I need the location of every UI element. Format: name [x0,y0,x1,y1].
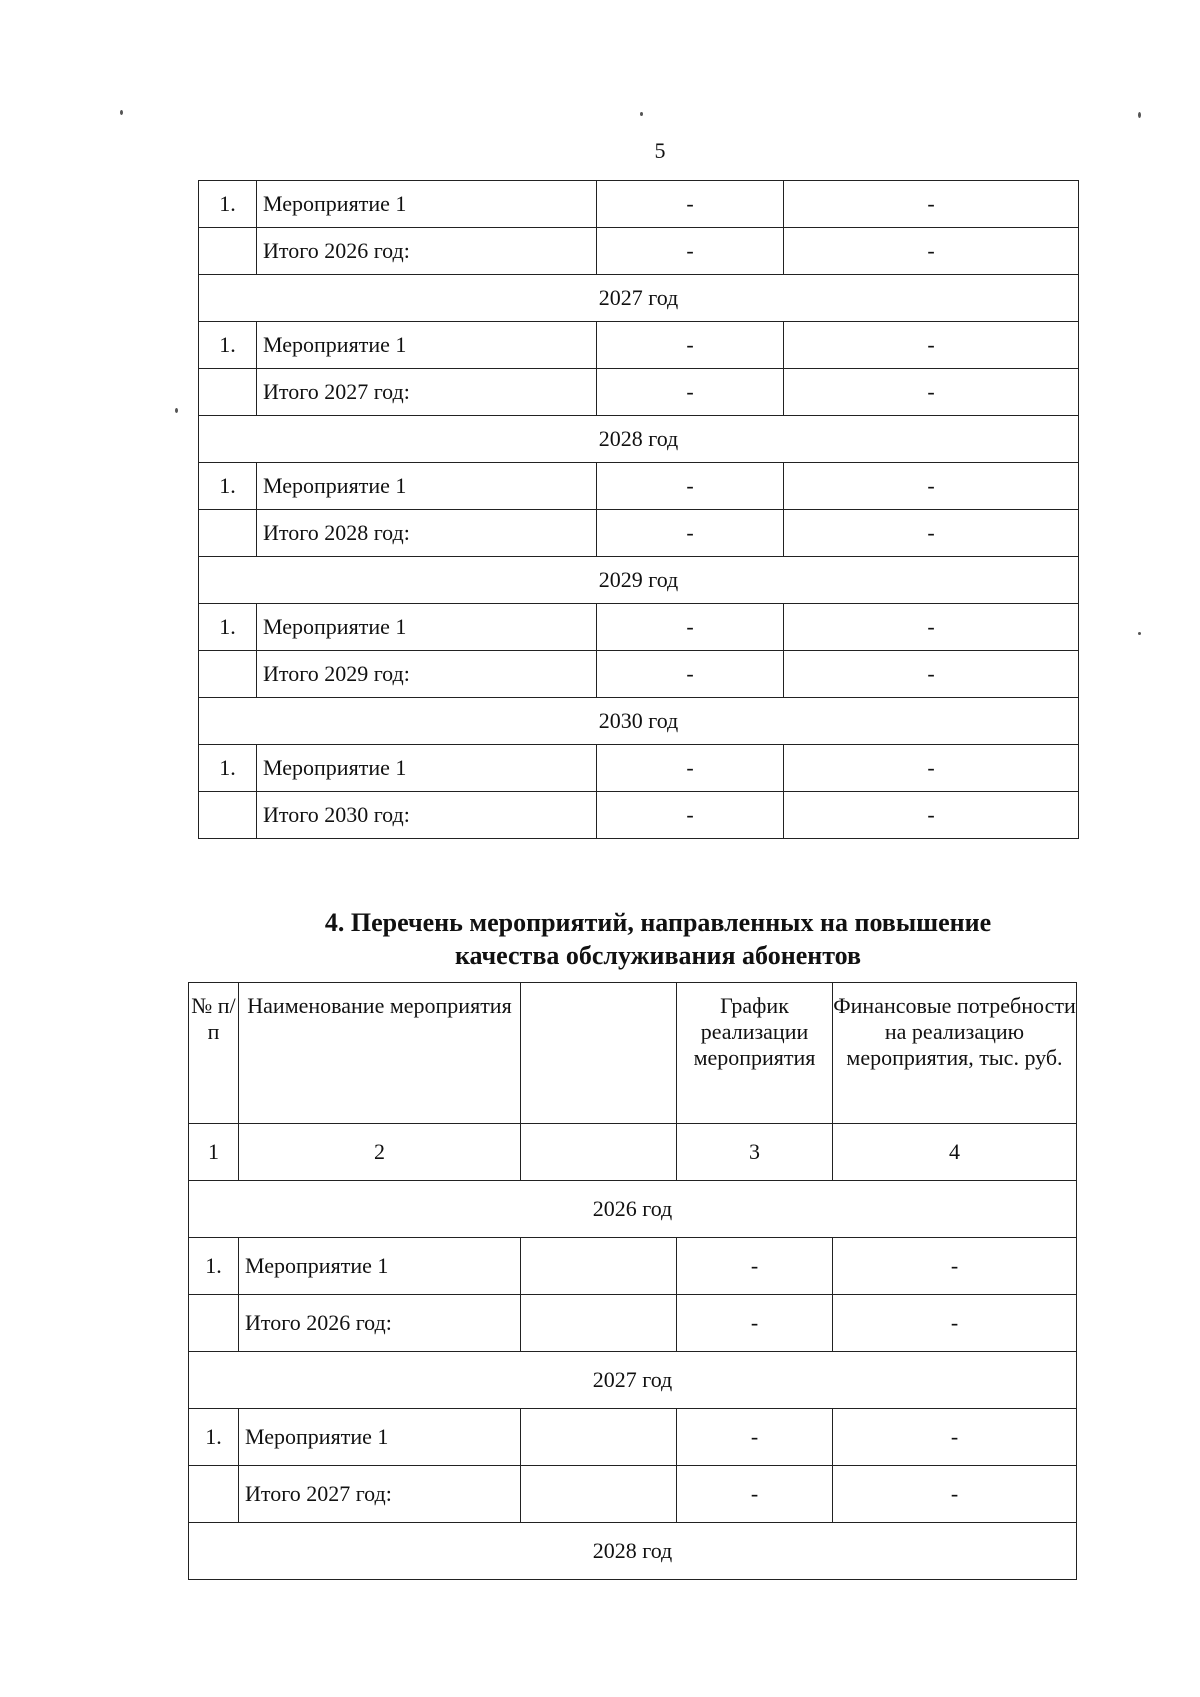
row-value-b: - [784,510,1079,557]
row-value-a: - [597,745,784,792]
table-row [199,463,1079,510]
row-name: Итого 2026 год: [257,228,597,275]
row-name: Мероприятие 1 [257,604,597,651]
row-value-a: - [597,369,784,416]
row-name: Мероприятие 1 [257,181,597,228]
table-row [199,181,1079,228]
year-heading: 2026 год [189,1181,1077,1238]
row-number [199,792,257,839]
row-value-b: - [784,322,1079,369]
total-row [199,228,1079,275]
row-schedule: - [677,1238,833,1295]
row-number: 1. [189,1409,239,1466]
row-name: Итого 2027 год: [239,1466,521,1523]
scan-speck [1138,632,1141,635]
row-value-a: - [597,228,784,275]
row-number: 1. [199,463,257,510]
section-4-title-line-2: качества обслуживания абонентов [454,941,862,970]
year-heading: 2029 год [199,557,1079,604]
row-name: Итого 2030 год: [257,792,597,839]
row-value-b: - [784,463,1079,510]
year-heading: 2027 год [199,275,1079,322]
row-value-a: - [597,510,784,557]
row-value-a: - [597,604,784,651]
section-4-title [188,906,1128,972]
row-value-a: - [597,792,784,839]
service-quality-events-table [188,982,1077,1580]
row-value-b: - [784,745,1079,792]
row-number [199,651,257,698]
row-name: Итого 2027 год: [257,369,597,416]
row-financing: - [833,1238,1077,1295]
page-number: 5 [654,138,666,163]
column-number-cell: 4 [833,1124,1077,1181]
year-row [199,416,1079,463]
row-name: Мероприятие 1 [257,463,597,510]
year-row [189,1352,1077,1409]
total-row [189,1466,1077,1523]
row-name: Итого 2029 год: [257,651,597,698]
header-cell-number: № п/п [189,983,239,1124]
row-name: Мероприятие 1 [257,322,597,369]
row-schedule: - [677,1409,833,1466]
header-cell-schedule: График реализации мероприятия [677,983,833,1124]
year-row [189,1181,1077,1238]
row-number: 1. [199,181,257,228]
scan-speck [1138,112,1141,118]
year-row [199,275,1079,322]
row-value-a: - [597,322,784,369]
row-financing: - [833,1295,1077,1352]
row-financing: - [833,1409,1077,1466]
row-number [199,228,257,275]
row-value-b: - [784,181,1079,228]
column-number-cell: 1 [189,1124,239,1181]
row-name: Мероприятие 1 [239,1238,521,1295]
row-value-a: - [597,463,784,510]
scan-speck [640,112,643,116]
total-row [199,651,1079,698]
row-empty [521,1238,677,1295]
row-number: 1. [199,604,257,651]
year-row [199,557,1079,604]
row-value-b: - [784,228,1079,275]
total-row [189,1295,1077,1352]
row-name: Мероприятие 1 [239,1409,521,1466]
row-empty [521,1295,677,1352]
row-number [189,1466,239,1523]
row-value-b: - [784,792,1079,839]
total-row [199,369,1079,416]
column-number-row [189,1124,1077,1181]
row-name: Мероприятие 1 [257,745,597,792]
header-cell-name: Наименование мероприятия [239,983,521,1124]
column-number-cell [521,1124,677,1181]
header-row [189,983,1077,1124]
row-number [199,369,257,416]
table-row [199,322,1079,369]
scan-speck [175,408,178,413]
row-number: 1. [199,322,257,369]
scan-speck [120,110,123,115]
row-number: 1. [189,1238,239,1295]
year-heading: 2028 год [189,1523,1077,1580]
total-row [199,510,1079,557]
header-cell-empty [521,983,677,1124]
table-row [199,604,1079,651]
row-value-a: - [597,181,784,228]
row-number [199,510,257,557]
row-financing: - [833,1466,1077,1523]
row-value-b: - [784,369,1079,416]
row-number [189,1295,239,1352]
year-heading: 2027 год [189,1352,1077,1409]
total-row [199,792,1079,839]
row-name: Итого 2026 год: [239,1295,521,1352]
column-number-cell: 3 [677,1124,833,1181]
row-empty [521,1409,677,1466]
row-schedule: - [677,1295,833,1352]
table-row [189,1238,1077,1295]
year-heading: 2028 год [199,416,1079,463]
section-4-title-line-1: 4. Перечень мероприятий, направленных на повышение [324,908,992,937]
column-number-cell: 2 [239,1124,521,1181]
row-value-a: - [597,651,784,698]
row-number: 1. [199,745,257,792]
year-row [189,1523,1077,1580]
year-row [199,698,1079,745]
table-row [199,745,1079,792]
row-schedule: - [677,1466,833,1523]
year-heading: 2030 год [199,698,1079,745]
table-row [189,1409,1077,1466]
row-empty [521,1466,677,1523]
events-table-continued [198,180,1079,839]
row-value-b: - [784,651,1079,698]
row-value-b: - [784,604,1079,651]
header-cell-financing: Финансовые потребности на реализацию мероприятия, тыс. руб. [833,983,1077,1124]
row-name: Итого 2028 год: [257,510,597,557]
